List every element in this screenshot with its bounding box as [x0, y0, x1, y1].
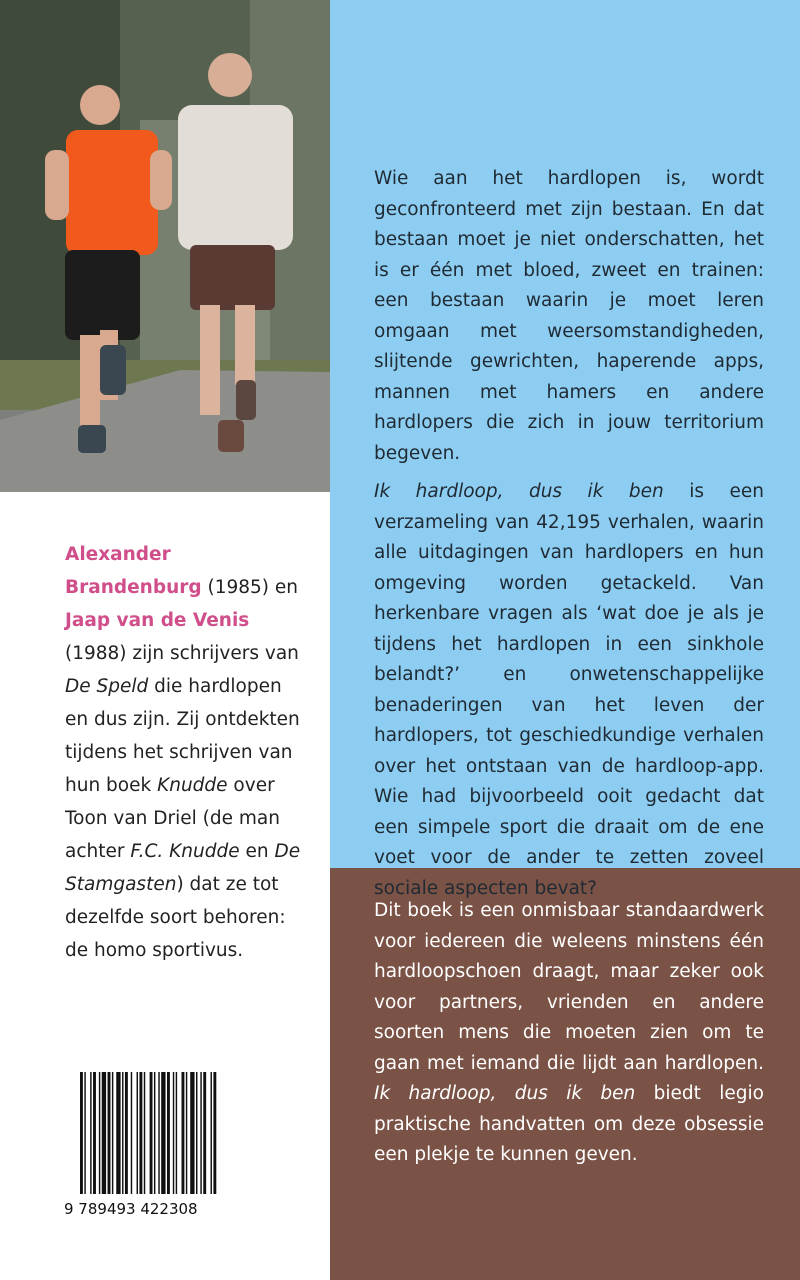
publication-title: De Speld — [65, 676, 149, 697]
barcode-bar — [139, 1072, 142, 1194]
author-bio: Alexander Brandenburg (1985) en Jaap van de Venis (1988) zijn schrijvers van De Speld die hardlopen en dus zijn. Zij ontdekten tijdens het schrijven van hun boek Knudde over Toon van Driel (de man achter F.C. Knudde en De Stamgasten) dat ze tot dezelfde soort behoren: de homo sportivus. — [65, 544, 301, 961]
barcode-bars — [62, 1068, 260, 1218]
barcode-bar — [84, 1072, 85, 1194]
book-title: Ik hardloop, dus ik ben — [374, 481, 664, 502]
barcode-bar — [203, 1072, 206, 1194]
runners-illustration — [0, 0, 330, 492]
barcode-bar — [200, 1072, 201, 1194]
barcode-bar — [125, 1072, 128, 1194]
barcode-bar — [93, 1072, 96, 1194]
barcode-bar — [176, 1072, 177, 1194]
barcode-bar — [137, 1072, 138, 1194]
barcode-bar — [211, 1072, 212, 1194]
author-name-1: Alexander Brandenburg — [65, 544, 202, 598]
book-title-knudde: Knudde — [157, 775, 228, 796]
barcode-bar — [190, 1072, 194, 1194]
barcode-bar — [90, 1072, 91, 1194]
barcode-bar — [173, 1072, 174, 1194]
barcode-bar — [161, 1072, 165, 1194]
work-title-fc-knudde: F.C. Knudde — [130, 841, 240, 862]
blurb-paragraph-3: Dit boek is een onmisbaar standaardwerk voor iedereen die weleens minstens één hardloopschoen draagt, maar zeker ook voor partners, vrienden en andere soorten mens die moeten zien om te gaan met iemand die lijdt aan hardlopen. Ik hardloop, dus ik ben biedt legio praktische handvatten om deze obsessie een plekje te kunnen geven. — [374, 900, 764, 1165]
barcode-bar — [116, 1072, 120, 1194]
barcode-bar — [131, 1072, 132, 1194]
barcode-bar — [80, 1072, 83, 1194]
barcode-bar — [213, 1072, 216, 1194]
work-title-stamgasten: De Stamgasten — [65, 841, 301, 895]
barcode-bar — [108, 1072, 111, 1194]
barcode-bar — [144, 1072, 145, 1194]
book-title: Ik hardloop, dus ik ben — [374, 1083, 636, 1104]
barcode-bar — [99, 1072, 100, 1194]
barcode-bar — [154, 1072, 155, 1194]
barcode-bar — [112, 1072, 113, 1194]
barcode-bar — [102, 1072, 106, 1194]
barcode-bar — [186, 1072, 187, 1194]
blurb-paragraph-2: Ik hardloop, dus ik ben is een verzameling van 42,195 verhalen, waarin alle uitdagingen van hardlopers en hun omgeving worden getackeld. Van herkenbare vragen als ‘wat doe je als je tijdens het hardlopen in een sinkhole belandt?’ en onwetenschappelijke benaderingen van het leven der hardlopers, tot geschiedkundige verhalen over het ontstaan van de hardloop-app. Wie had bijvoorbeeld ooit gedacht dat een simpele sport die draait om de ene voet voor de ander te zetten zoveel sociale aspecten bevat? — [374, 481, 764, 899]
barcode-bar — [122, 1072, 123, 1194]
barcode-bar — [167, 1072, 170, 1194]
barcode-bar — [182, 1072, 185, 1194]
cover-photo-runners — [0, 0, 330, 492]
blurb-paragraph-1: Wie aan het hardlopen is, wordt geconfronteerd met zijn bestaan. En dat bestaan moet je niet onderschatten, het is er één met bloed, zweet en trainen: een bestaan waarin je moet leren omgaan met weersomstandigheden, slijtende gewrichten, haperende apps, mannen met hamers en andere hardlopers die zich in jouw territorium begeven. — [374, 168, 764, 464]
isbn-barcode — [62, 1068, 260, 1218]
barcode-number: 9 789493 422308 — [64, 1200, 198, 1218]
barcode-bar — [150, 1072, 153, 1194]
author-name-2: Jaap van de Venis — [65, 610, 250, 631]
barcode-bar — [196, 1072, 197, 1194]
barcode-bar — [158, 1072, 159, 1194]
